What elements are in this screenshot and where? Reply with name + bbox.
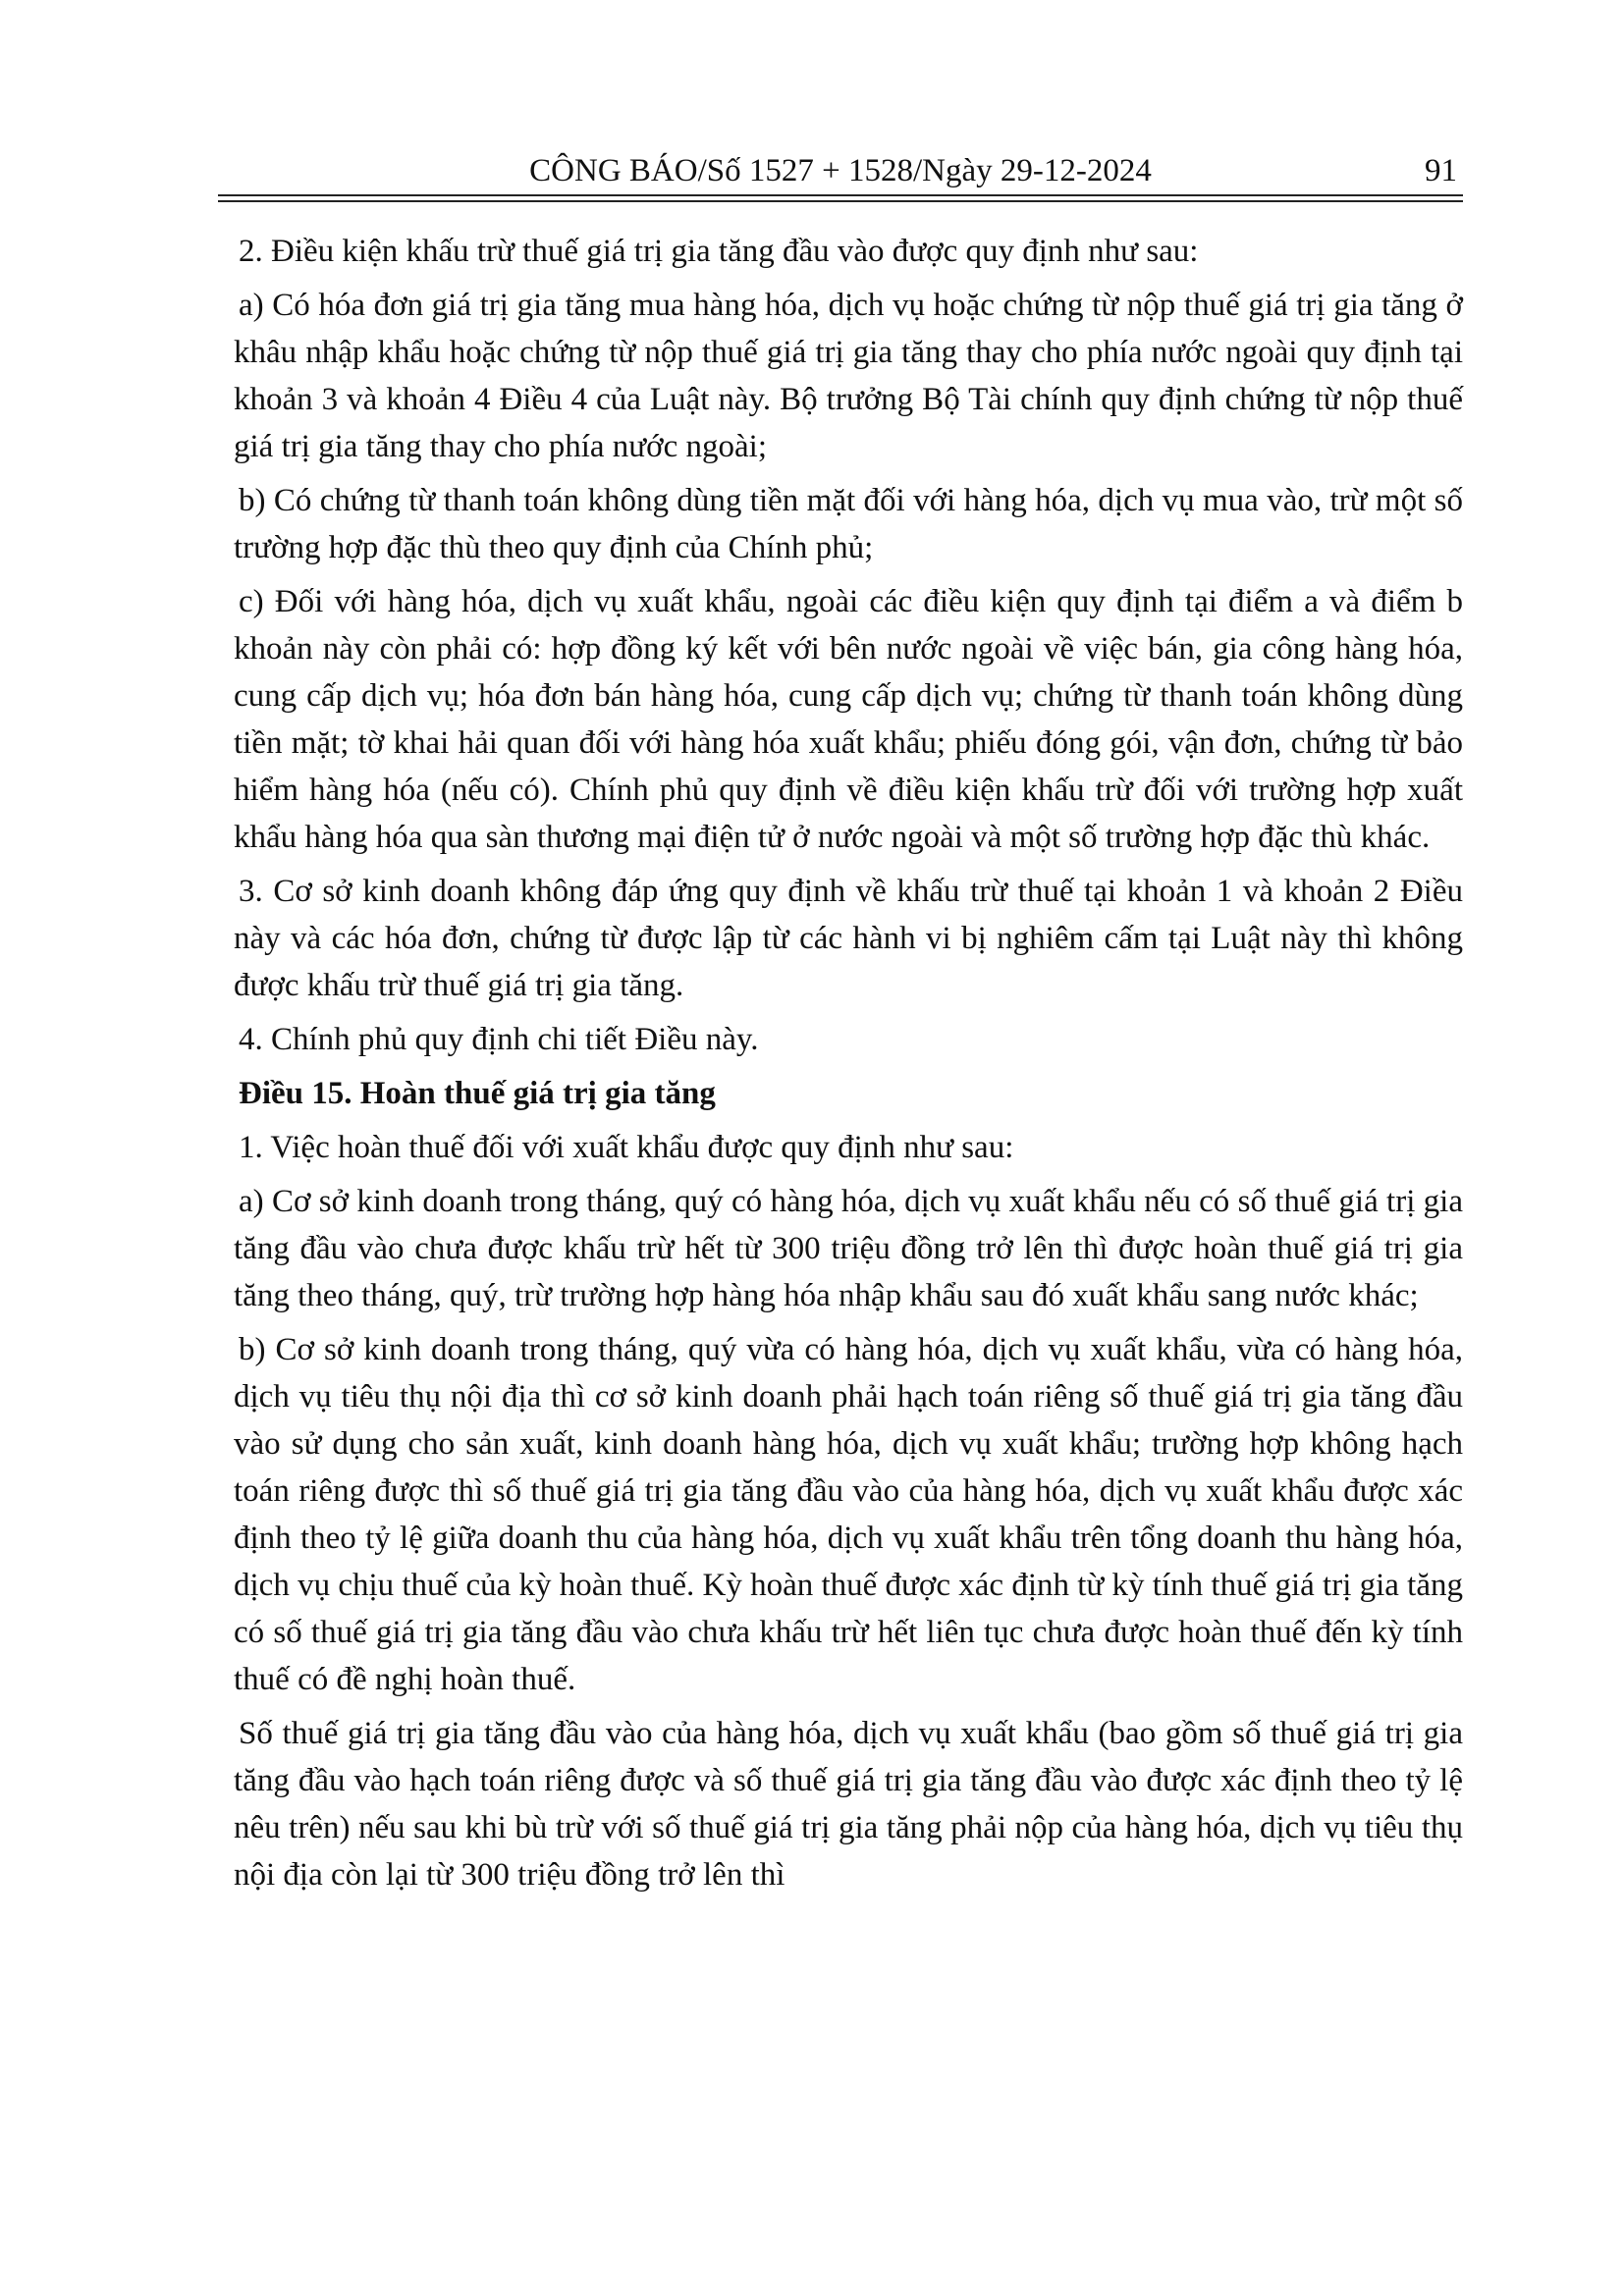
paragraph: 1. Việc hoàn thuế đối với xuất khẩu được quy định như sau:: [239, 1130, 1014, 1165]
paragraph: a) Có hóa đơn giá trị gia tăng mua hàng hóa, dịch vụ hoặc chứng từ nộp thuế giá trị gia tăng ở khâu nhập khẩu hoặc chứng từ nộp thuế giá trị gia tăng thay cho phía nước ngoài quy định tại khoản 3 và khoản 4 Điều 4 của Luật này. Bộ trưởng Bộ Tài chính quy định chứng từ nộp thuế giá trị gia tăng thay cho phía nước ngoài;: [234, 288, 1463, 464]
paragraph: 4. Chính phủ quy định chi tiết Điều này.: [239, 1022, 759, 1057]
paragraph: c) Đối với hàng hóa, dịch vụ xuất khẩu, ngoài các điều kiện quy định tại điểm a và điểm b khoản này còn phải có: hợp đồng ký kết với bên nước ngoài về việc bán, gia công hàng hóa, cung cấp dịch vụ; hóa đơn bán hàng hóa, cung cấp dịch vụ; chứng từ thanh toán không dùng tiền mặt; tờ khai hải quan đối với hàng hóa xuất khẩu; phiếu đóng gói, vận đơn, chứng từ bảo hiểm hàng hóa (nếu có). Chính phủ quy định về điều kiện khấu trừ đối với trường hợp xuất khẩu hàng hóa qua sàn thương mại điện tử ở nước ngoài và một số trường hợp đặc thù khác.: [234, 584, 1463, 855]
paragraph: a) Cơ sở kinh doanh trong tháng, quý có hàng hóa, dịch vụ xuất khẩu nếu có số thuế giá trị gia tăng đầu vào chưa được khấu trừ hết từ 300 triệu đồng trở lên thì được hoàn thuế giá trị gia tăng theo tháng, quý, trừ trường hợp hàng hóa nhập khẩu sau đó xuất khẩu sang nước khác;: [234, 1184, 1463, 1313]
gazette-title: CÔNG BÁO/Số 1527 + 1528/Ngày 29-12-2024: [529, 153, 1152, 188]
article-heading: Điều 15. Hoàn thuế giá trị gia tăng: [239, 1076, 716, 1111]
header-rule-top: [218, 194, 1463, 196]
document-body: [234, 228, 1463, 1905]
header-rule-bottom: [218, 200, 1463, 202]
page-number: 91: [1425, 153, 1457, 188]
page-header: [218, 147, 1463, 194]
paragraph: 2. Điều kiện khấu trừ thuế giá trị gia tăng đầu vào được quy định như sau:: [239, 234, 1199, 269]
paragraph: b) Cơ sở kinh doanh trong tháng, quý vừa có hàng hóa, dịch vụ xuất khẩu, vừa có hàng hóa, dịch vụ tiêu thụ nội địa thì cơ sở kinh doanh phải hạch toán riêng số thuế giá trị gia tăng đầu vào sử dụng cho sản xuất, kinh doanh hàng hóa, dịch vụ xuất khẩu; trường hợp không hạch toán riêng được thì số thuế giá trị gia tăng đầu vào của hàng hóa, dịch vụ xuất khẩu được xác định theo tỷ lệ giữa doanh thu của hàng hóa, dịch vụ xuất khẩu trên tổng doanh thu hàng hóa, dịch vụ chịu thuế của kỳ hoàn thuế. Kỳ hoàn thuế được xác định từ kỳ tính thuế giá trị gia tăng có số thuế giá trị gia tăng đầu vào chưa khấu trừ hết liên tục chưa được hoàn thuế đến kỳ tính thuế có đề nghị hoàn thuế.: [234, 1332, 1463, 1697]
paragraph: b) Có chứng từ thanh toán không dùng tiền mặt đối với hàng hóa, dịch vụ mua vào, trừ một số trường hợp đặc thù theo quy định của Chính phủ;: [234, 483, 1463, 565]
paragraph: 3. Cơ sở kinh doanh không đáp ứng quy định về khấu trừ thuế tại khoản 1 và khoản 2 Điều này và các hóa đơn, chứng từ được lập từ các hành vi bị nghiêm cấm tại Luật này thì không được khấu trừ thuế giá trị gia tăng.: [234, 874, 1463, 1003]
paragraph: Số thuế giá trị gia tăng đầu vào của hàng hóa, dịch vụ xuất khẩu (bao gồm số thuế giá trị gia tăng đầu vào hạch toán riêng được và số thuế giá trị gia tăng đầu vào được xác định theo tỷ lệ nêu trên) nếu sau khi bù trừ với số thuế giá trị gia tăng phải nộp của hàng hóa, dịch vụ tiêu thụ nội địa còn lại từ 300 triệu đồng trở lên thì: [234, 1716, 1463, 1893]
